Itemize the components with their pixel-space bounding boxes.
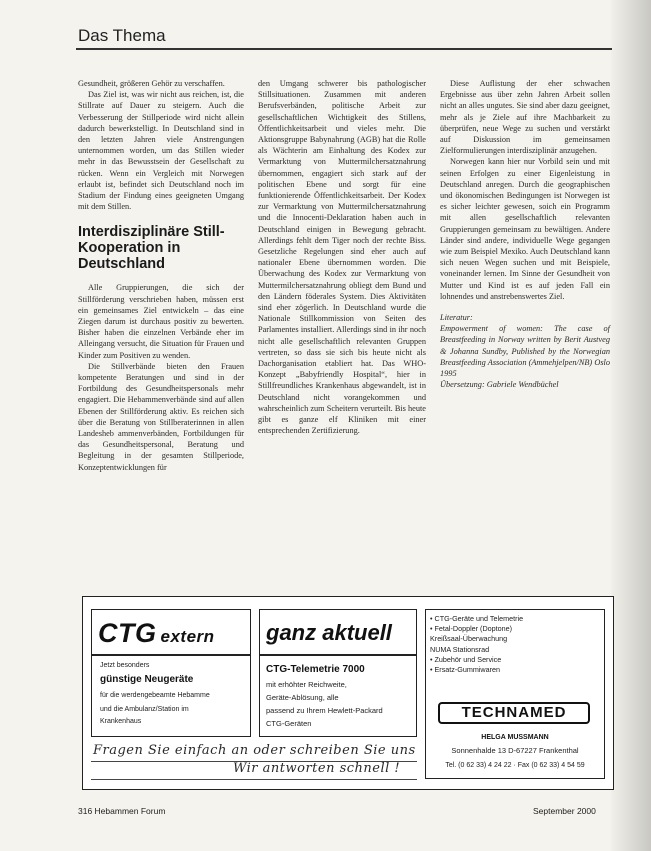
ad-text: Krankenhaus bbox=[100, 718, 142, 725]
list-item: • CTG-Geräte und Telemetrie bbox=[430, 614, 524, 623]
paragraph: Diese Auflistung der eher schwachen Ergebnisse aus über zehn Jahren Arbeit sollen nicht an alles ungutes. Sie sind aber dazu geeignet, mehr als je Ziele auf ihre Machbarkeit zu überprüfen, neue Wege zu suchen und verstärkt auf Diskussion im gemeinsamen Zielformulierungen interdisziplinär anzugehen. bbox=[440, 79, 610, 156]
ad-text: für die werdengebeamte Hebamme bbox=[100, 692, 210, 699]
ad-ganz-aktuell-box bbox=[259, 609, 417, 737]
subheading: Interdisziplinäre Still-Kooperation in Deutschland bbox=[78, 224, 225, 273]
ad-aktuell-heading: CTG-Telemetrie 7000 bbox=[266, 664, 365, 675]
list-item: • Zubehör und Service bbox=[430, 654, 502, 664]
footer-date: September 2000 bbox=[533, 806, 596, 816]
paragraph: Die Stillverbände bieten den Frauen kompetente Beratungen und sind in der Fortbildung des Gesundheitspersonals mehr engagiert. Die Hebammenverbände sind auf allen Ebenen der Stillförderung aktiv. Es reichen sich über die Beratung von Stillberaterinnen in allen Landesheb ammenverbänden, Fortbildungen für das Gesundheitspersonal, Beratung und Begleitung in der gesamten Stillperiode, Konzeptentwicklungen für bbox=[78, 361, 244, 472]
ad-highlight: günstige Neugeräte bbox=[100, 674, 194, 685]
column-1 bbox=[78, 78, 244, 473]
company-address: Sonnenhalde 13 D-67227 Frankenthal bbox=[451, 746, 579, 755]
translation-credit: Übersetzung: Gabriele Wendbüchel bbox=[440, 380, 559, 390]
ad-divider bbox=[260, 654, 416, 656]
ad-ctg-extern-box bbox=[91, 609, 251, 737]
literature-text: Empowerment of women: The case of Breastfeeding in Norway written by Berit Austveg & Johanna Sundby, Published by the Norwegian Breastfeeding Association (Ammehjelpen/NB) Oslo 1995 bbox=[440, 324, 610, 379]
ad-technamed-box bbox=[425, 609, 605, 779]
ad-text: Jetzt besonders bbox=[100, 662, 150, 669]
ad-ctg-logo-sub: extern bbox=[160, 627, 215, 646]
ad-text: Geräte-Ablösung, alle bbox=[266, 693, 339, 702]
paragraph: Norwegen kann hier nur Vorbild sein und mit seinen Erfolgen zu einer Eigenleistung in Deutschland anregen. Durch die geographischen und ökonomischen Bedingungen ist Norwegen ist es sicher leichter gewesen, soich ein Programm mit allen gesellschaftlich relevanten Gruppierungen gemeinsam zu bewältigen. Andere Länder sind andere, individuelle Wege gegangen wie zum Beispiel Mexiko. Auch Deutschland kann sich neuen Wegen suchen und mit Beispiele, voneinander lernen. Im Sinne der Gesundheit von Mutter und Kind ist es auf jeden Fall ein lohnendes und anstrebenswertes Ziel. bbox=[440, 157, 610, 301]
list-item: NUMA Stationsrad bbox=[430, 644, 490, 654]
ad-text: und die Ambulanz/Station im bbox=[100, 706, 189, 713]
paragraph: Das Ziel ist, was wir nicht aus reichen, ist, die Stillrate auf Dauer zu steigern. Auch die Verbesserung der Stillperiode wird nicht allein dadurch bewerkstelligt. In Deutschland sind in den letzten Jahren viele Anstrengungen unternommen worden, um das Stillen wieder mehr in das Bewusstsein der Gesellschaft zu rücken. Wenn ein Vergleich mit Norwegen erlaubt ist, befindet sich Deutschland noch im Stadium der Findung eines geeigneten Umgang mit dem Stillen. bbox=[78, 90, 244, 212]
paragraph: Gesundheit, größeren Gehör zu verschaffen. bbox=[78, 79, 225, 88]
paragraph: Alle Gruppierungen, die sich der Stillförderung verschrieben haben, müssen erst ein gemeinsames Ziel entwickeln – das eine Ziegen darum ist durchaus positiv zu bewerten. Bisher haben die einzelnen Verbände eher im Alleingang versucht, die Situation für Frauen und Kinder zum Positiven zu wenden. bbox=[78, 283, 244, 360]
ad-script-line: Fragen Sie einfach an oder schreiben Sie uns bbox=[93, 743, 416, 758]
paragraph: den Umgang schwerer bis pathologischer Stillsituationen. Zusammen mit anderen Berufsverbänden, politische Arbeit zur gesellschaftlichen Wichtigkeit des Stillens, Öffentlichkeitsarbeit und vieles mehr. Die Aktionsgruppe Babynahrung (AGB) hat die Rolle als Wächterin am Einhaltung des Kodex zur Vermarktung von Muttermilchersatznahrung übernommen, engagiert sich stark auf der politischen Ebene und sorgt für eine funktionierende Öffentlichkeitsarbeit. Der Kodex zur Vermarktung von Muttermilchersatznahrung und die Innocenti-Deklaration haben auch in Deutschland einigen in Bewegung gebracht. Allerdings fehlt dem Tiger noch der rechte Biss. Gesetzliche Regelungen sind eher auch auf nationaler Ebene übernommen worden. Die Überwachung des Kodex zur Vermarktung von Muttermilchersatznahrung obliegt dem Bund und den Ländern föderales System. Dies Aktivitäten sind eher zögerlich. In Deutschland wurde die Nationale Stillkommission von Seiten des Parlamentes installiert. Allerdings sind in ihr noch nicht alle gesellschaftlich relevanten Gruppen vertreten, so dass sie sich bis heute nicht als Dachorganisation etabliert hat. Das WHO-Konzept „Babyfriendly Hospital“, hier in Stillfreundliches Krankenhaus abgewandelt, ist in Deutschland nicht vorangekommen und wahrscheinlich zum Scheitern verurteilt. Bis heute gibt es ganze elf Kliniken mit einer entsprechenden Zertifizierung. bbox=[258, 79, 426, 436]
column-3 bbox=[440, 78, 610, 390]
technamed-logo: TECHNAMED bbox=[438, 702, 590, 724]
ad-product-list bbox=[430, 614, 523, 675]
list-item: Kreißsaal-Überwachung bbox=[430, 634, 508, 644]
literature-block bbox=[440, 312, 610, 390]
company-name: HELGA MUSSMANN bbox=[481, 734, 549, 741]
header-rule bbox=[76, 48, 612, 50]
ad-script-underline bbox=[91, 779, 417, 780]
page-edge-shadow bbox=[611, 0, 651, 851]
ad-ctg-logo-text: CTG bbox=[98, 618, 157, 648]
list-item: • Fetal-Doppler (Doptone) bbox=[430, 624, 513, 634]
section-title: Das Thema bbox=[78, 26, 166, 45]
ad-text: mit erhöhter Reichweite, bbox=[266, 680, 347, 689]
literature-label: Literatur: bbox=[440, 313, 473, 323]
company-phone: Tel. (0 62 33) 4 24 22 · Fax (0 62 33) 4 54 59 bbox=[445, 762, 585, 769]
ad-text: CTG-Geräten bbox=[266, 719, 312, 728]
list-item: • Ersatz-Gummiwaren bbox=[430, 665, 501, 675]
ad-ctg-logo bbox=[98, 618, 215, 649]
ad-script-line: Wir antworten schnell ! bbox=[233, 761, 401, 776]
ad-text: passend zu Ihrem Hewlett-Packard bbox=[266, 706, 383, 715]
footer-page-info: 316 Hebammen Forum bbox=[78, 806, 166, 816]
advertisement bbox=[82, 596, 614, 790]
column-2 bbox=[258, 78, 426, 437]
ad-divider bbox=[92, 654, 250, 656]
ad-aktuell-title: ganz aktuell bbox=[266, 620, 392, 645]
